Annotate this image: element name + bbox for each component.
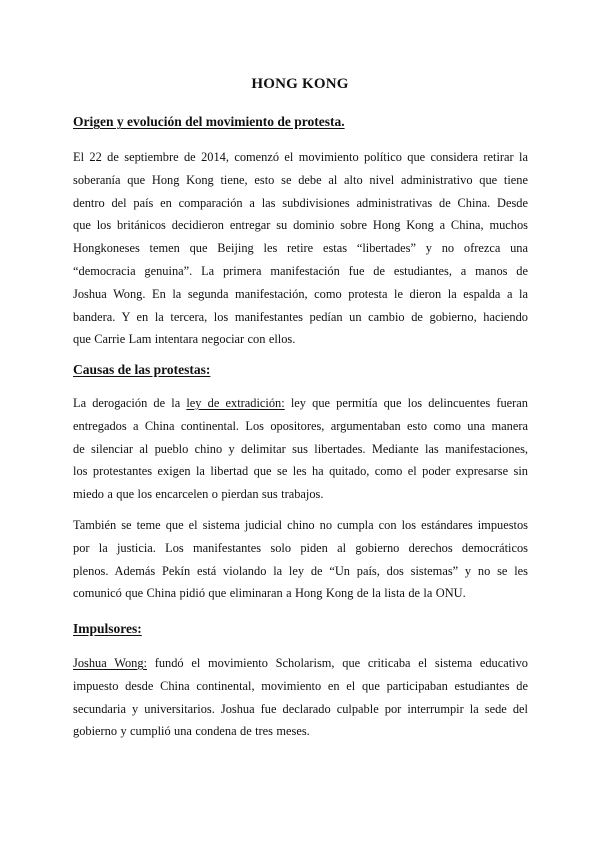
section-heading-origen: Origen y evolución del movimiento de protesta. [73,114,345,129]
paragraph-line: El 22 de septiembre de 2014, comenzó el movimiento político que considera retirar la [73,150,528,164]
paragraph-line: Hongkoneses temen que Beijing les retire estas “libertades” y no ofrezca una [73,241,528,256]
underlined-term-joshua-wong: Joshua Wong: [73,656,147,670]
paragraph-line [73,392,528,415]
paragraph-causas-1 [73,392,528,506]
section-heading-impulsores: Impulsores: [73,621,142,636]
paragraph-line: “democracia genuina”. La primera manifestación fue de estudiantes, a manos de [73,263,528,278]
paragraph-line: Joshua Wong. En la segunda manifestación, como protesta le dieron la espalda a la [73,286,528,301]
paragraph-line: los protestantes exigen la libertad que se les ha quitado, como el poder expresarse sin [73,464,528,479]
paragraph-line: dentro del país en comparación a las subdivisiones administrativas de China. Desde [73,195,528,210]
paragraph-text: fundó el movimiento Scholarism, que criticaba el sistema educativo [146,656,528,670]
paragraph-line [73,652,528,675]
underlined-term-ley-de-extradicion: ley de extradición: [186,396,285,410]
paragraph-line: por la justicia. Los manifestantes solo piden al gobierno derechos democráticos [73,540,528,555]
paragraph-line: impuesto desde China continental, movimiento en el que participaban estudiantes de [73,678,528,693]
paragraph-line: bandera. Y en la tercera, los manifestantes pedían un cambio de gobierno, haciendo [73,309,528,324]
paragraph-text: La derogación de la [73,396,187,410]
paragraph-line: secundaria y universitarios. Joshua fue declarado culpable por interrumpir la sede del [73,701,528,716]
document-title: HONG KONG [251,76,349,92]
paragraph-line: soberanía que Hong Kong tiene, esto se debe al alto nivel administrativo que tiene [73,172,528,187]
paragraph-impulsores [73,652,528,743]
paragraph-text: ley que permitía que los delincuentes fueran [284,396,528,410]
paragraph-line: miedo a que los encarcelen o pierdan sus trabajos. [73,487,324,502]
paragraph-causas-2 [73,514,528,605]
paragraph-line: También se teme que el sistema judicial chino no cumpla con los estándares impuestos [73,518,528,532]
paragraph-line: gobierno y cumplió una condena de tres meses. [73,724,310,739]
paragraph-line: plenos. Además Pekín está violando la ley de “Un país, dos sistemas” y no se les [73,563,528,578]
paragraph-line: que Carrie Lam intentara negociar con ellos. [73,332,296,347]
paragraph-line: de silenciar al pueblo chino y delimitar sus libertades. Mediante las manifestaciones, [73,441,528,456]
paragraph-origen [73,146,528,351]
paragraph-line: que los británicos decidieron entregar su dominio sobre Hong Kong a China, muchos [73,218,528,233]
paragraph-line: entregados a China continental. Los opositores, argumentaban esto como una manera [73,418,528,433]
paragraph-line: comunicó que China pidió que eliminaran a Hong Kong de la lista de la ONU. [73,586,466,601]
section-heading-causas: Causas de las protestas: [73,362,211,377]
